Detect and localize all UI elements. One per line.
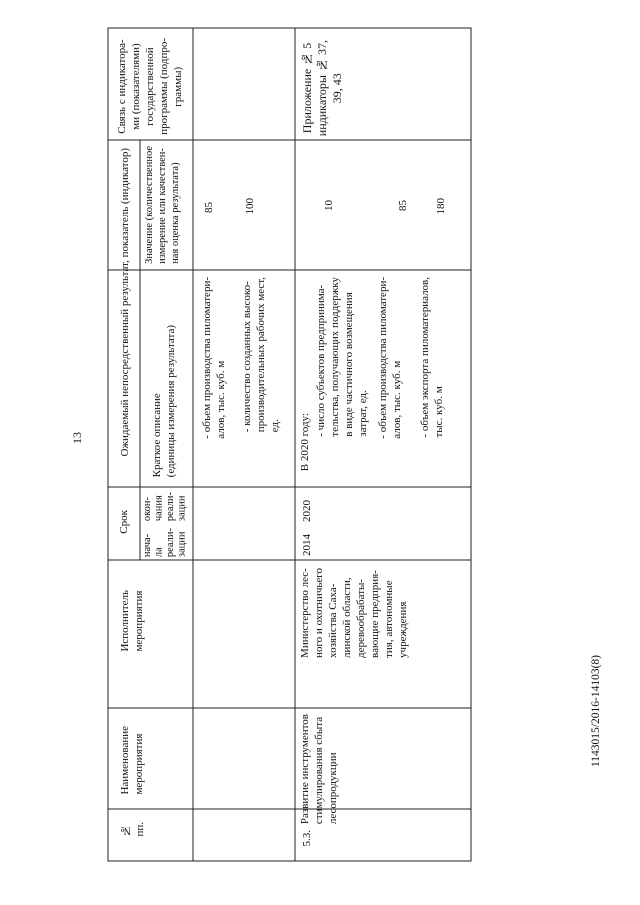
row-term-start: 2014 <box>301 534 313 556</box>
row-desc-2: - объем производства пиломатери- алов, тыс. куб. м <box>377 277 403 439</box>
header-term: Срок <box>118 510 130 534</box>
continuation-desc-1: - объем производства пиломатери- алов, тыс. куб. м <box>201 277 227 439</box>
continuation-value-1: 85 <box>203 202 215 213</box>
row-value-1: 10 <box>323 200 335 211</box>
row-desc-3: - объем экспорта пиломатериалов, тыс. куб. м <box>419 277 445 438</box>
header-value: Значение (количественное измерение или качествен- ная оценка результата) <box>144 146 181 264</box>
header-executor: Исполнитель мероприятия <box>119 590 145 652</box>
header-expected: Ожидаемый непосредственный результат, показатель (индикатор) <box>119 148 131 457</box>
page-number: 13 <box>70 432 84 444</box>
header-term-start: нача- ла реали- зации <box>142 528 188 558</box>
row-desc-intro: В 2020 году: <box>299 413 311 472</box>
header-num: № пп. <box>120 822 146 837</box>
header-link: Связь с индикатора- ми (показателями) государственной программы (подпро- граммы) <box>116 38 184 135</box>
continuation-value-2: 100 <box>244 198 256 215</box>
row-executor: Министерство лес- ного и охотничьего хозяйства Саха- линской области, деревообрабаты- вающие предприя- тия, автономные учреждения <box>299 568 409 658</box>
row-term-end: 2020 <box>301 500 313 522</box>
header-name: Наименование мероприятия <box>119 726 145 795</box>
row-desc-1: - число субъектов предпринима- тельства, получающих поддержку в виде частичного возмещения затрат, ед. <box>315 277 369 437</box>
header-term-end: окон- чания реали- зации <box>142 492 188 522</box>
row-num: 5.3. <box>301 830 313 847</box>
footer-code: 1143015/2016-14103(8) <box>590 655 602 768</box>
continuation-desc-2: - количество созданных высоко- производительных рабочих мест, ед. <box>241 277 281 433</box>
row-link: Приложение № 5 индикаторы № 37, 39, 43 <box>300 40 344 137</box>
row-name: Развитие инструментов стимулирования сбыта лесопродукции <box>299 714 339 825</box>
row-value-2: 85 <box>397 200 409 211</box>
header-description: Краткое описание (единицы измерения результата) <box>151 325 177 478</box>
row-value-3: 180 <box>435 198 447 215</box>
